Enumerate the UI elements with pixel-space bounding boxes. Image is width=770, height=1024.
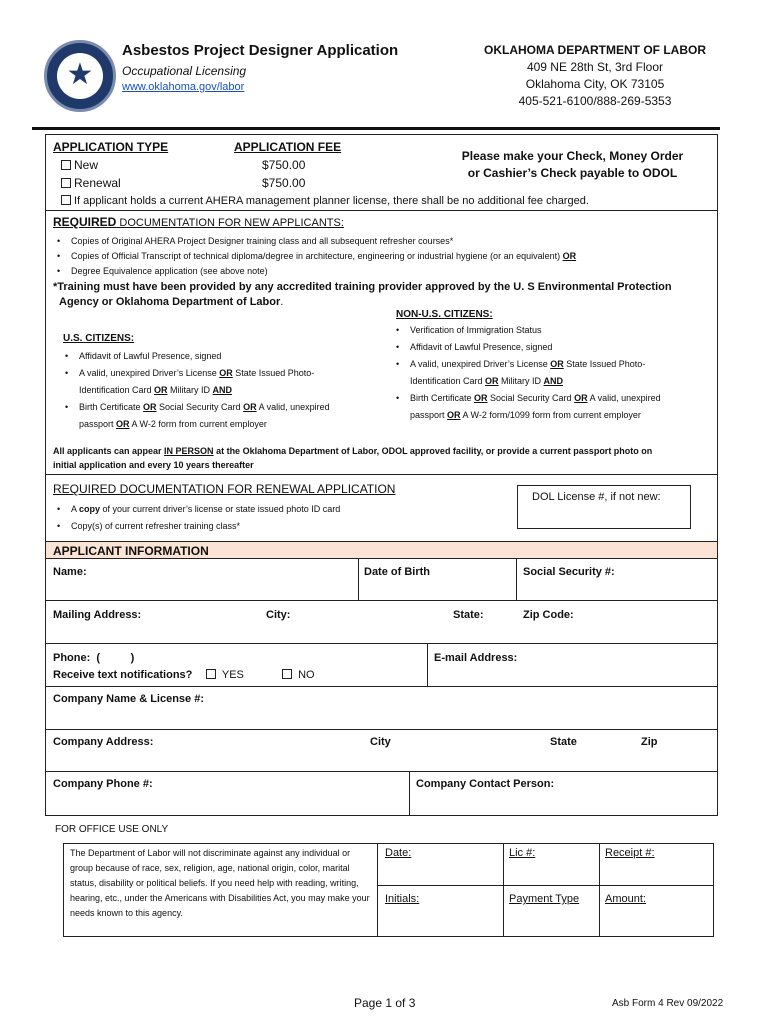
or-emphasis: OR (485, 376, 499, 386)
renewal-option[interactable] (61, 176, 121, 190)
company-name-field[interactable]: Company Name & License #: (53, 693, 204, 705)
name-field[interactable]: Name: (53, 566, 87, 578)
or-emphasis: OR (474, 393, 488, 403)
nonus-item4a: Birth Certificate (410, 393, 475, 403)
yes-label: YES (221, 669, 244, 681)
us-item3e: A W-2 form from current employer (129, 419, 267, 429)
us-item3c: A valid, unexpired (256, 402, 330, 412)
appear-in-person-note (53, 444, 718, 472)
no-label: NO (298, 669, 315, 681)
nonus-item3d: Military ID (498, 376, 544, 386)
list-item (63, 348, 383, 365)
divider (427, 644, 428, 687)
office-amount-field[interactable]: Amount: (605, 893, 646, 905)
new-fee: $750.00 (262, 158, 306, 172)
nonus-item3b: State Issued Photo- (563, 359, 646, 369)
payment-line1: Please make your Check, Money Order (461, 149, 684, 163)
or-emphasis: OR (562, 251, 577, 261)
ssn-field[interactable]: Social Security #: (523, 566, 615, 578)
office-initials-field[interactable]: Initials: (385, 893, 420, 905)
office-use-grid (377, 843, 714, 937)
oklahoma-seal-logo (44, 40, 116, 112)
us-item3d: passport (79, 419, 117, 429)
nonus-item3a: A valid, unexpired Driver’s License (410, 359, 551, 369)
state-field[interactable]: State: (453, 609, 484, 621)
in-person-emphasis: IN PERSON (164, 446, 214, 456)
list-item (394, 339, 714, 356)
nonus-item2: Affidavit of Lawful Presence, signed (410, 342, 553, 352)
website-link[interactable]: www.oklahoma.gov/labor (122, 81, 245, 93)
form-title: Asbestos Project Designer Application (122, 42, 399, 59)
training-note-line1: *Training must have been provided by any accredited training provider approved by the U. S Environmental Protection (53, 281, 672, 293)
company-zip-field[interactable]: Zip (641, 736, 658, 748)
application-fee-label: APPLICATION FEE (234, 140, 342, 154)
us-citizens-list (63, 348, 383, 433)
non-us-citizens-heading: NON-U.S. CITIZENS: (396, 309, 493, 320)
application-type-label: APPLICATION TYPE (53, 140, 169, 154)
form-revision: Asb Form 4 Rev 09/2022 (612, 998, 724, 1009)
new-docs-heading (53, 215, 344, 229)
and-emphasis: AND (212, 385, 233, 395)
divider (516, 559, 517, 601)
list-item (55, 234, 715, 249)
header-rule (32, 127, 720, 130)
text-yes-option[interactable] (206, 669, 244, 681)
us-item3b: Social Security Card (156, 402, 244, 412)
list-item (63, 399, 383, 433)
nonus-item4b: Social Security Card (487, 393, 575, 403)
dob-field[interactable]: Date of Birth (364, 566, 430, 578)
training-note-agency: Agency or Oklahoma Department of Labor (59, 296, 281, 308)
payment-instructions (440, 148, 705, 182)
nonus-item3c: Identification Card (410, 376, 486, 386)
and-emphasis: AND (543, 376, 564, 386)
copy-emphasis: copy (79, 504, 101, 514)
renewal-item2: Copy(s) of current refresher training class* (71, 521, 241, 531)
ahera-note-text: If applicant holds a current AHERA management planner license, there shall be no additional fee charged. (74, 195, 589, 207)
applicant-info-header (46, 541, 717, 559)
list-item (394, 356, 714, 390)
office-date-field[interactable]: Date: (385, 847, 412, 859)
renewal-docs-heading: REQUIRED DOCUMENTATION FOR RENEWAL APPLICATION (53, 482, 396, 496)
text-notifications-question: Receive text notifications? (53, 669, 193, 681)
training-note-period: . (280, 296, 284, 308)
new-docs-heading-prefix: REQUIRED (53, 215, 117, 229)
nonus-item4c: A valid, unexpired (587, 393, 661, 403)
us-item2d: Military ID (167, 385, 213, 395)
renewal-label: Renewal (74, 176, 121, 190)
company-contact-field[interactable]: Company Contact Person: (416, 778, 555, 790)
list-item (63, 365, 383, 399)
dol-license-field[interactable] (517, 485, 691, 529)
dept-address-block (470, 42, 720, 110)
no-checkbox[interactable] (282, 669, 292, 679)
us-item2a: A valid, unexpired Driver’s License (79, 368, 220, 378)
us-item3a: Birth Certificate (79, 402, 144, 412)
company-state-field[interactable]: State (550, 736, 577, 748)
office-receipt-field[interactable]: Receipt #: (605, 847, 655, 859)
zip-field[interactable]: Zip Code: (523, 609, 574, 621)
or-emphasis: OR (116, 419, 130, 429)
new-docs-item1: Copies of Original AHERA Project Designer training class and all subsequent refresher courses* (71, 236, 454, 246)
dept-name: OKLAHOMA DEPARTMENT OF LABOR (484, 43, 706, 57)
training-note-line2 (53, 295, 718, 310)
appear-note-b: at the Oklahoma Department of Labor, ODOL approved facility, or provide a current passport photo on (213, 446, 653, 456)
renewal-docs-list (55, 501, 505, 535)
new-label: New (74, 158, 99, 172)
new-docs-list (55, 234, 715, 279)
ahera-checkbox[interactable] (61, 195, 71, 205)
new-docs-item3: Degree Equivalence application (see above note) (71, 266, 268, 276)
star-icon: ★ (66, 58, 94, 91)
mailing-address-field[interactable]: Mailing Address: (53, 609, 142, 621)
ahera-note (61, 195, 589, 207)
page-number: Page 1 of 3 (354, 996, 416, 1010)
applicant-info-heading: APPLICANT INFORMATION (53, 544, 209, 558)
us-citizens-heading: U.S. CITIZENS: (63, 333, 135, 344)
divider (358, 559, 359, 601)
company-city-field[interactable]: City (370, 736, 391, 748)
payment-line2: or Cashier’s Check payable to ODOL (467, 166, 678, 180)
or-emphasis: OR (447, 410, 461, 420)
list-item (55, 264, 715, 279)
office-use-heading: FOR OFFICE USE ONLY (55, 824, 169, 835)
us-item2c: Identification Card (79, 385, 155, 395)
office-lic-field[interactable]: Lic #: (509, 847, 536, 859)
nondiscrimination-notice: The Department of Labor will not discriminate against any individual or group because of race, sex, religion, age, national origin, color, marital status, disability or political beliefs. If you need help with reading, writing, hearing, etc., under the Americans with Disabilities Act, you may make your needs known to this agency. (70, 848, 370, 918)
text-no-option[interactable] (282, 669, 315, 681)
dol-license-label: DOL License #, if not new: (532, 491, 661, 503)
new-option[interactable] (61, 158, 98, 172)
city-field[interactable]: City: (266, 609, 291, 621)
form-subtitle: Occupational Licensing (122, 64, 247, 78)
divider (503, 843, 504, 937)
dept-address-line2: Oklahoma City, OK 73105 (525, 77, 665, 91)
yes-checkbox[interactable] (206, 669, 216, 679)
appear-note-c: initial application and every 10 years thereafter (53, 460, 254, 470)
dept-phone: 405-521-6100/888-269-5353 (518, 94, 672, 108)
or-emphasis: OR (143, 402, 157, 412)
dept-address-line1: 409 NE 28th St, 3rd Floor (526, 60, 664, 74)
email-field[interactable]: E-mail Address: (434, 652, 518, 664)
appear-note-a: All applicants can appear (53, 446, 165, 456)
list-item (55, 518, 505, 535)
phone-field[interactable]: Phone: ( ) (53, 652, 135, 664)
list-item (394, 322, 714, 339)
nonus-item4d: passport (410, 410, 448, 420)
list-item (394, 390, 714, 424)
new-checkbox[interactable] (61, 160, 71, 170)
divider (599, 843, 600, 937)
nonus-item4e: A W-2 form/1099 form from current employer (460, 410, 641, 420)
divider (46, 210, 717, 211)
divider (409, 772, 410, 816)
renewal-checkbox[interactable] (61, 178, 71, 188)
renewal-fee: $750.00 (262, 176, 306, 190)
company-address-field[interactable]: Company Address: (53, 736, 154, 748)
us-item1: Affidavit of Lawful Presence, signed (79, 351, 222, 361)
list-item (55, 501, 505, 518)
renewal-item1b: of your current driver’s license or state issued photo ID card (100, 504, 341, 514)
training-note (53, 280, 718, 310)
divider (46, 474, 717, 475)
renewal-item1a: A (71, 504, 80, 514)
new-docs-item2: Copies of Official Transcript of technical diploma/degree in architecture, engineering or industrial hygiene (or an equivalent) (71, 251, 563, 261)
or-emphasis: OR (154, 385, 168, 395)
non-us-citizens-list (394, 322, 714, 424)
new-docs-heading-rest: DOCUMENTATION FOR NEW APPLICANTS: (116, 217, 344, 229)
list-item (55, 249, 715, 264)
us-item2b: State Issued Photo- (232, 368, 315, 378)
or-emphasis: OR (574, 393, 588, 403)
office-payment-type-field[interactable]: Payment Type (509, 893, 580, 905)
row-address (46, 601, 717, 644)
or-emphasis: OR (243, 402, 257, 412)
company-phone-field[interactable]: Company Phone #: (53, 778, 153, 790)
nonus-item1: Verification of Immigration Status (410, 325, 542, 335)
or-emphasis: OR (219, 368, 233, 378)
divider (377, 885, 714, 886)
or-emphasis: OR (550, 359, 564, 369)
